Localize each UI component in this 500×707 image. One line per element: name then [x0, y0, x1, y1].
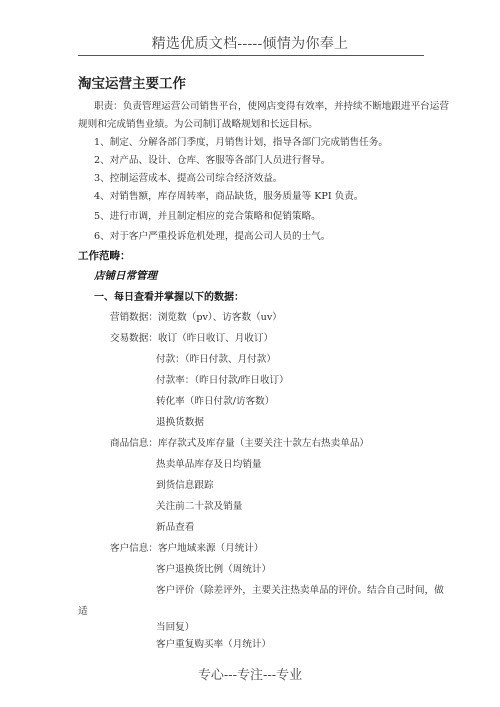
data-line: 到货信息跟踪: [156, 480, 214, 491]
data-line: 客户重复购买率（月统计）: [156, 639, 272, 650]
data-line: 当回复）: [156, 622, 195, 633]
data-line: 退换货数据: [156, 417, 204, 428]
data-line: 客户信息：客户地域来源（月统计）: [110, 543, 264, 554]
data-line: 关注前二十款及销量: [156, 501, 243, 512]
data-line: 付款率：（昨日付款/昨日收订）: [156, 375, 289, 386]
data-line: 交易数据：收订（昨日收订、月收订）: [110, 333, 274, 344]
duty-item: 5、进行市调，并且制定相应的竞合策略和促销策略。: [94, 211, 321, 222]
intro-line-1: 职责：负责管理运营公司销售平台，使网店变得有效率，并持续不断地跟进平台运营: [94, 101, 449, 112]
data-line: 适: [78, 606, 88, 617]
doc-title: 淘宝运营主要工作: [78, 76, 186, 92]
data-line: 营销数据：浏览数（pv）、访客数（uv）: [110, 312, 282, 323]
store-heading: 店铺日常管理: [94, 270, 157, 282]
data-line: 客户评价（除差评外，主要关注热卖单品的评价。结合自己时间，做: [156, 585, 444, 596]
daily-heading: 一、每日查看并掌握以下的数据：: [94, 292, 244, 303]
scope-heading: 工作范畴：: [78, 250, 131, 262]
duty-item: 3、控制运营成本、提高公司综合经济效益。: [94, 173, 283, 184]
data-line: 转化率（昨日付款/访客数）: [156, 396, 275, 407]
page-footer: 专心---专注---专业: [197, 668, 303, 683]
data-line: 客户退换货比例（周统计）: [156, 564, 272, 575]
page-header: 精选优质文档-----倾情为你奉上: [151, 36, 349, 52]
duty-item: 1、制定、分解各部门季度，月销售计划，指导各部门完成销售任务。: [94, 137, 388, 148]
duty-item: 2、对产品、设计、仓库、客服等各部门人员进行督导。: [94, 155, 331, 166]
data-line: 热卖单品库存及日均销量: [156, 459, 262, 470]
data-line: 付款：（昨日付款、月付款）: [156, 354, 276, 365]
data-line: 商品信息：库存款式及库存量（主要关注十款左右热卖单品）: [110, 438, 370, 449]
data-line: 新品查看: [156, 522, 195, 533]
intro-line-2: 规则和完成销售业绩。为公司制订战略规划和长远目标。: [78, 119, 318, 130]
duty-item: 6、对于客户严重投诉危机处理，提高公司人员的士气。: [94, 231, 331, 242]
header-divider: [78, 55, 424, 56]
duty-item: 4、对销售额，库存周转率，商品缺货，服务质量等 KPI 负责。: [94, 191, 364, 202]
